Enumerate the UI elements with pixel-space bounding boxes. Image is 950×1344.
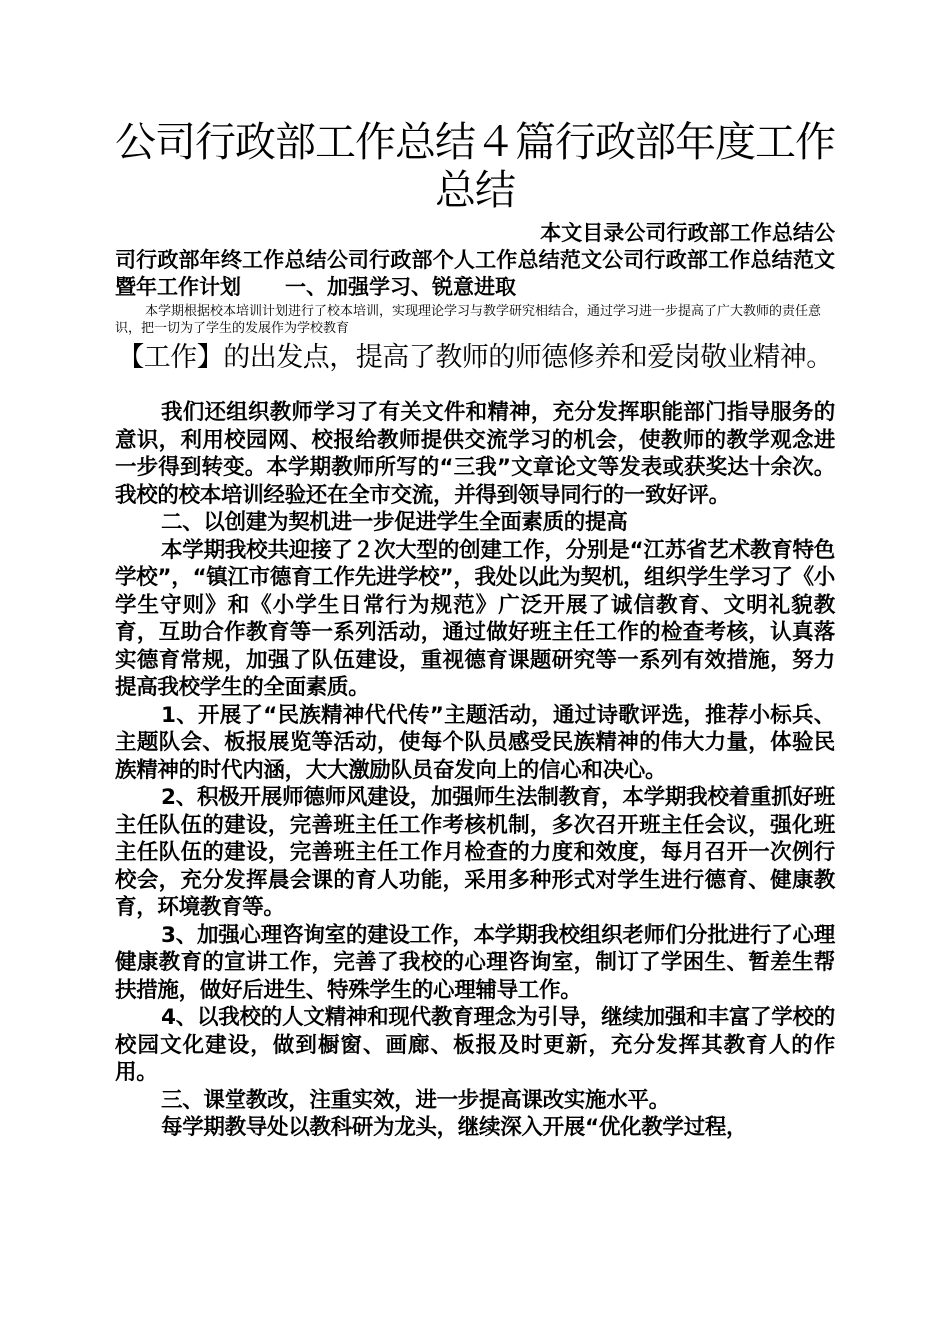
paragraph: 每学期教导处以教科研为龙头，继续深入开展“优化教学过程，	[161, 1115, 748, 1140]
paragraph: 我们还组织教师学习了有关文件和精神，充分发挥职能部门指导服务的意识，利用校园网、校报给教师提供交流学习的机会，使教师的教学观念进一步得到转变。本学期教师所写的“三我”文章论文等发表或获奖达十余次。我校的校本培训经验还在全市交流，并得到领导同行的一致好评。	[115, 400, 835, 508]
document-page	[115, 118, 835, 1142]
list-item: 4、以我校的人文精神和现代教育理念为引导，继续加强和丰富了学校的校园文化建设，做到橱窗、画廊、板报及时更新，充分发挥其教育人的作用。	[115, 1005, 835, 1085]
document-title: 公司行政部工作总结４篇行政部年度工作总结	[115, 118, 835, 214]
list-item: 1、开展了“民族精神代代传”主题活动，通过诗歌评选，推荐小标兵、主题队会、板报展览等活动，使每个队员感受民族精神的伟大力量，体验民族精神的时代内涵，大大激励队员奋发向上的信心和决心。	[115, 702, 835, 783]
toc-text: 本文目录公司行政部工作总结公司行政部年终工作总结公司行政部个人工作总结范文公司行政部工作总结范文暨年工作计划	[115, 221, 835, 299]
section-heading-1: 一、加强学习、锐意进取	[285, 275, 516, 299]
intro-large-text: 【工作】的出发点，提高了教师的师德修养和爱岗敬业精神。	[117, 342, 833, 373]
list-item: 2、积极开展师德师风建设，加强师生法制教育，本学期我校着重抓好班主任队伍的建设，完善班主任工作考核机制，多次召开班主任会议，强化班主任队伍的建设，完善班主任工作月检查的力度和效度，每月召开一次例行校会，充分发挥晨会课的育人功能，采用多种形式对学生进行德育、健康教育，环境教育等。	[115, 785, 835, 920]
section-heading-2: 二、以创建为契机进一步促进学生全面素质的提高	[161, 510, 628, 535]
section-heading-3: 三、课堂教改，注重实效，进一步提高课改实施水平。	[161, 1087, 670, 1113]
intro-small-text: 本学期根据校本培训计划进行了校本培训，实现理论学习与教学研究相结合，通过学习进一步提高了广大教师的责任意识，把一切为了学生的发展作为学校教育	[115, 304, 822, 336]
body-text	[115, 399, 835, 1142]
list-item: 3、加强心理咨询室的建设工作，本学期我校组织老师们分批进行了心理健康教育的宣讲工作，完善了我校的心理咨询室，制订了学困生、暂差生帮扶措施，做好后进生、特殊学生的心理辅导工作。	[115, 922, 835, 1003]
table-of-contents	[115, 220, 835, 301]
paragraph: 本学期我校共迎接了２次大型的创建工作，分别是“江苏省艺术教育特色学校”，“镇江市德育工作先进学校”，我处以此为契机，组织学生学习了《小学生守则》和《小学生日常行为规范》广泛开展了诚信教育、文明礼貌教育，互助合作教育等一系列活动，通过做好班主任工作的检查考核，认真落实德育常规，加强了队伍建设，重视德育课题研究等一系列有效措施，努力提高我校学生的全面素质。	[115, 537, 835, 700]
